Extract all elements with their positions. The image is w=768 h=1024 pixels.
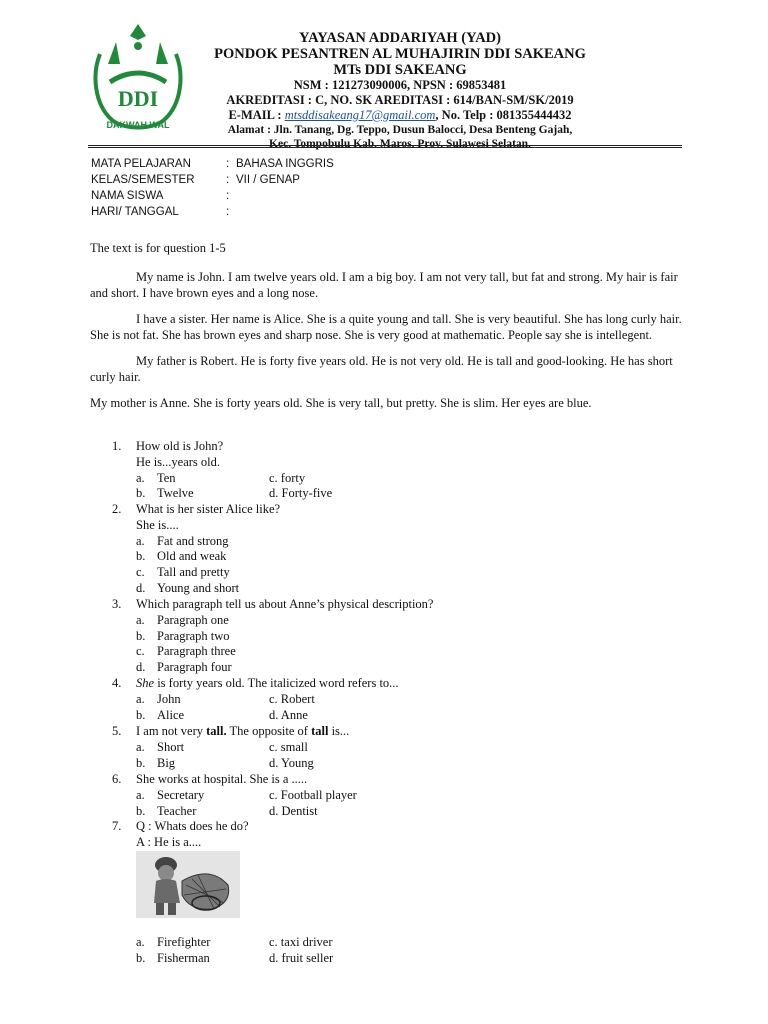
option-b[interactable]: Alice [157,707,185,722]
question-text: She works at hospital. She is a ..... [136,772,308,786]
option-a[interactable]: Secretary [157,787,205,802]
contact-line [190,108,610,123]
option-letter: b. [136,803,146,818]
question-number: 7. [112,819,122,833]
info-row-date [91,204,334,220]
address-line-1: Alamat : Jln. Tanang, Dg. Teppo, Dusun Balocci, Desa Benteng Gajah, [227,124,573,136]
option-letter: a. [136,739,145,754]
option-letter: b. [136,628,146,643]
option-letter: a. [136,470,145,485]
question-number: 6. [112,772,122,786]
info-value: BAHASA INGGRIS [236,158,334,170]
question-number: 1. [112,439,122,453]
question-3 [112,597,434,676]
info-row-subject [91,156,334,172]
question-stem: She is.... [136,517,179,532]
email-link[interactable]: mtsddisakeang17@gmail.com [284,108,436,122]
paragraph-2: I have a sister. Her name is Alice. She is a quite young and tall. She is very beautiful. She has long curly hair. She is not fat. She has brown eyes and sharp nose. She is very good at mathematic. People say she is intellegent. [90,311,682,342]
option-row [112,660,434,676]
question-number: 2. [112,502,122,516]
question-text: is... [328,724,350,738]
option-letter: d. [136,580,146,595]
option-row [112,644,434,660]
question-7-options [112,935,333,967]
info-row-name [91,188,334,204]
question-text: Which paragraph tell us about Anne’s physical description? [136,597,434,611]
option-row [112,708,399,724]
question-number: 5. [112,724,122,738]
fisherman-illustration [136,851,240,918]
option-b[interactable]: Twelve [157,486,194,501]
question-number: 3. [112,597,122,611]
school-name: MTs DDI SAKEANG [333,62,467,78]
option-row [112,740,349,756]
italic-word: She [136,676,155,690]
option-letter: a. [136,787,145,802]
question-number: 4. [112,676,122,690]
option-row [112,756,349,772]
option-a[interactable]: Short [157,739,185,754]
option-c[interactable]: c. small [269,739,308,754]
option-c[interactable]: Paragraph three [157,644,236,659]
email-label: E-MAIL : [228,108,285,122]
bold-word: tall [311,724,329,738]
option-row [112,613,434,629]
info-colon: : [226,158,230,170]
option-d[interactable]: d. Young [269,755,314,770]
question-4 [112,676,399,723]
option-row [112,788,357,804]
question-stem: A : He is a.... [136,834,202,849]
foundation-name: YAYASAN ADDARIYAH (YAD) [299,30,501,46]
option-a[interactable]: Fat and strong [157,533,229,548]
student-info [91,156,334,220]
option-d[interactable]: d. Dentist [269,803,318,818]
logo-arc-text: DAKWAH WAL [106,120,170,130]
akreditasi-line: AKREDITASI : C, NO. SK AREDITASI : 614/BAN-SM/SK/2019 [226,93,574,107]
option-a[interactable]: Firefighter [157,935,211,949]
option-row [112,935,333,951]
option-row [112,549,280,565]
question-text: The opposite of [226,724,312,738]
letterhead [190,30,610,151]
bold-word: tall. [206,724,227,738]
question-7 [112,819,249,851]
option-row [112,804,357,820]
option-c[interactable]: c. Robert [269,691,315,706]
option-b[interactable]: Old and weak [157,549,227,564]
option-c[interactable]: c. forty [269,470,306,485]
option-row [112,581,280,597]
paragraph-1: My name is John. I am twelve years old. I am a big boy. I am not very tall, but fat and strong. My hair is fair and short. I have brown eyes and a long nose. [90,269,678,300]
question-text: I am not very [136,724,207,738]
option-a[interactable]: John [157,691,181,706]
info-label: HARI/ TANGGAL [91,206,179,218]
question-text: is forty years old. The italicized word refers to... [154,676,399,690]
option-b[interactable]: Fisherman [157,950,210,965]
question-5 [112,724,349,771]
option-row [112,692,399,708]
school-logo [86,24,190,136]
pesantren-name: PONDOK PESANTREN AL MUHAJIRIN DDI SAKEANG [214,46,586,62]
option-letter: b. [136,755,146,770]
info-row-class [91,172,334,188]
info-colon: : [226,174,230,186]
option-d[interactable]: d. fruit seller [269,950,334,965]
info-colon: : [226,206,230,218]
option-letter: c. [136,644,145,659]
question-6 [112,772,357,819]
option-d[interactable]: d. Forty-five [269,486,333,501]
header-divider [88,145,682,148]
address-line-2: Kec. Tompobulu Kab. Maros. Prov. Sulawesi Selatan. [269,138,531,150]
option-letter: c. [136,565,145,580]
option-letter: a. [136,533,145,548]
question-text: How old is John? [136,439,224,453]
option-row [112,565,280,581]
option-letter: a. [136,935,145,949]
option-c[interactable]: c. taxi driver [269,935,333,949]
reading-text [90,240,690,420]
info-value: VII / GENAP [236,174,300,186]
option-letter: b. [136,486,146,501]
option-row [112,471,332,487]
phone-text: , No. Telp : 081355444432 [435,108,572,122]
option-b[interactable]: Paragraph two [157,628,230,643]
option-b[interactable]: Big [157,755,176,770]
option-a[interactable]: Ten [157,470,176,485]
option-a[interactable]: Paragraph one [157,612,229,627]
option-letter: b. [136,707,146,722]
info-colon: : [226,190,230,202]
option-d[interactable]: Young and short [157,580,240,595]
option-letter: b. [136,549,146,564]
info-label: NAMA SISWA [91,190,164,202]
question-text: What is her sister Alice like? [136,502,281,516]
option-row [112,951,333,967]
nsm-line: NSM : 121273090006, NPSN : 69853481 [293,78,507,92]
option-letter: d. [136,660,146,675]
question-2 [112,502,280,597]
intro-line: The text is for question 1-5 [90,241,226,255]
question-text: Q : Whats does he do? [136,819,249,833]
option-row [112,534,280,550]
option-d[interactable]: Paragraph four [157,660,232,675]
option-letter: a. [136,691,145,706]
option-letter: a. [136,612,145,627]
paragraph-3: My father is Robert. He is forty five years old. He is not very old. He is tall and good-looking. He has short curly hair. [90,353,673,384]
option-letter: b. [136,950,146,965]
info-label: MATA PELAJARAN [91,158,191,170]
question-stem: He is...years old. [136,454,221,469]
logo-letters: DDI [117,86,159,111]
option-row [112,486,332,502]
option-d[interactable]: d. Anne [269,707,308,722]
option-row [112,629,434,645]
question-1 [112,439,332,502]
paragraph-4: My mother is Anne. She is forty years old. She is very tall, but pretty. She is slim. Her eyes are blue. [90,395,592,410]
option-c[interactable]: c. Football player [269,787,357,802]
info-label: KELAS/SEMESTER [91,174,195,186]
option-c[interactable]: Tall and pretty [157,565,230,580]
option-b[interactable]: Teacher [157,803,197,818]
